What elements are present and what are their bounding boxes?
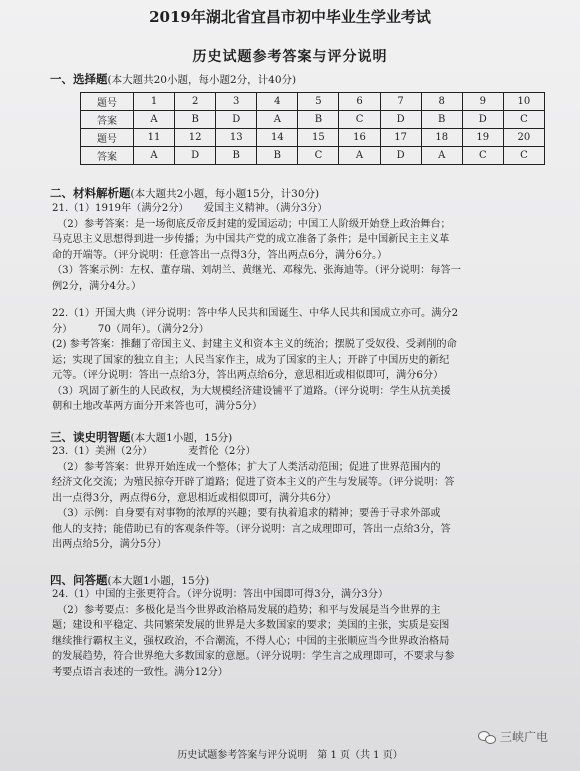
table-cell: C — [298, 147, 339, 165]
question-23-block — [52, 444, 557, 553]
table-cell: 15 — [298, 129, 339, 147]
row-header-cell: 答案 — [81, 111, 134, 129]
table-cell: 6 — [339, 93, 380, 111]
text-line: 例2分，满分4分。） — [52, 280, 142, 292]
text-line: （3）巩固了新生的人民政权，为大规模经济建设铺平了道路。（评分说明：学生从抗美援 — [52, 385, 451, 397]
question-24-block — [52, 587, 557, 680]
table-cell: 19 — [462, 129, 503, 147]
text-line: 元等。（评分说明：答出一点给3分，答出两点给6分，意思相近或相似即可，满分6分） — [52, 370, 444, 381]
table-cell: 1 — [134, 93, 175, 111]
row-header-cell: 题号 — [81, 93, 134, 111]
table-cell: 5 — [298, 93, 339, 111]
text-line: 朝和土地改革两方面分开来答也可，满分5分） — [52, 401, 263, 412]
question-21-block — [52, 201, 557, 294]
table-cell: D — [175, 147, 216, 165]
text-line: （2）参考答案：是一场彻底反帝反封建的爱国运动；中国工人阶级开始登上政治舞台； — [52, 218, 451, 230]
text-line: 23.（1）美洲（2分） 麦哲伦（2分） — [52, 446, 256, 457]
text-line: （2）参考答案：世界开始连成一个整体；扩大了人类活动范围；促进了世界范围内的 — [52, 461, 441, 473]
table-cell: 16 — [339, 129, 380, 147]
table-cell: D — [216, 111, 257, 129]
table-cell: B — [421, 111, 462, 129]
text-line: 经济文化交流；为殖民掠夺开辟了道路；促进了资本主义的产生与发展等。（评分说明：答 — [52, 477, 455, 488]
page-footer: 历史试题参考答案与评分说明 第 1 页（共 1 页） — [177, 750, 403, 761]
table-cell: 9 — [462, 93, 503, 111]
text-line: 24.（1）中国的主张更符合。（评分说明：答出中国即可得3分，满分3分） — [52, 589, 389, 600]
table-cell: B — [216, 147, 257, 165]
table-cell: 10 — [503, 93, 544, 111]
section-2-title: 二、材料解析题 — [50, 186, 131, 200]
text-line: （3）答案示例：左权、董存瑞、刘胡兰、黄继光、邓稼先、张海迪等。（评分说明：每答一 — [52, 265, 461, 276]
table-cell: 11 — [134, 129, 175, 147]
section-1-heading — [50, 71, 296, 87]
section-3-heading — [50, 429, 232, 445]
text-line: 22.（1）开国大典（评分说明：答中华人民共和国诞生、中华人民共和国成立亦可。满分2 — [52, 308, 459, 319]
table-cell: A — [339, 147, 380, 165]
table-cell: 13 — [216, 129, 257, 147]
table-cell: C — [462, 147, 503, 165]
text-line: 21.（1）1919年（满分2分） 爱国主义精神。（满分3分） — [52, 203, 328, 214]
multiple-choice-answer-table — [80, 92, 545, 165]
table-row — [81, 93, 545, 111]
table-cell: 17 — [380, 129, 421, 147]
section-2-note: (本大题共2小题，每小题15分，计30分) — [130, 188, 320, 200]
document-subtitle: 历史试题参考答案与评分说明 — [192, 49, 388, 65]
text-line: (2) 参考答案：推翻了帝国主义、封建主义和资本主义的统治；摆脱了受奴役、受剥削的命 — [52, 339, 457, 350]
table-cell: 20 — [503, 129, 544, 147]
text-line: 马克思主义思想得到进一步传播；为中国共产党的成立准备了条件；是中国新民主主义革 — [52, 234, 450, 245]
table-cell: 8 — [421, 93, 462, 111]
row-header-cell: 题号 — [81, 129, 134, 147]
text-line: （2）参考要点：多极化是当今世界政治格局发展的趋势；和平与发展是当今世界的主 — [52, 604, 441, 616]
section-4-title: 四、问答题 — [50, 573, 108, 587]
exam-title: 2019年湖北省宜昌市初中毕业生学业考试 — [149, 8, 431, 26]
table-cell: 12 — [175, 129, 216, 147]
question-22-block — [52, 306, 557, 415]
section-2-heading — [50, 185, 319, 201]
table-cell: 4 — [257, 93, 298, 111]
text-line: 命的开端等。（评分说明：任意答出一点得3分，答出两点6分，满分6分。） — [52, 249, 388, 261]
table-row — [81, 111, 545, 129]
watermark-text: 三峡广电 — [500, 730, 549, 744]
text-line: （3）示例：自身要有对事物的浓厚的兴趣；要有执着追求的精神；要善于寻求外部或 — [52, 508, 441, 519]
table-cell: C — [339, 111, 380, 129]
text-line: 题；建设和平稳定、共同繁荣发展的世界是大多数国家的要求；美国的主张，实质是妄图 — [52, 620, 450, 631]
row-header-cell: 答案 — [81, 147, 134, 165]
table-cell: C — [503, 147, 544, 165]
watermark — [478, 728, 548, 745]
text-line: 运；实现了国家的独立自主；人民当家作主，成为了国家的主人；开辟了中国历史的新纪 — [52, 354, 450, 366]
section-1-title: 一、选择题 — [50, 72, 108, 86]
table-cell: A — [257, 111, 298, 129]
table-cell: 14 — [257, 129, 298, 147]
table-cell: C — [503, 111, 544, 129]
wechat-icon — [478, 730, 496, 744]
text-line: 出一点得3分，两点得6分，意思相近或相似即可，满分共6分） — [52, 492, 337, 504]
table-cell: B — [298, 111, 339, 129]
table-cell: 7 — [380, 93, 421, 111]
table-cell: 2 — [175, 93, 216, 111]
section-4-heading — [50, 572, 209, 588]
text-line: 他人的支持；能借助已有的客观条件等。（评分说明：言之成理即可，答出一点给3分，答 — [52, 523, 451, 535]
section-3-title: 三、读史明智题 — [50, 430, 131, 444]
table-cell: D — [462, 111, 503, 129]
table-cell: 3 — [216, 93, 257, 111]
table-cell: A — [134, 111, 175, 129]
section-1-note: (本大题共20小题，每小题2分，计40分) — [107, 74, 297, 86]
table-cell: 18 — [421, 129, 462, 147]
table-cell: A — [134, 147, 175, 165]
section-4-note: (本大题1小题，15分) — [107, 575, 210, 587]
table-cell: B — [175, 111, 216, 129]
table-row — [81, 147, 545, 165]
text-line: 分） 70（周年）。（满分2分） — [52, 323, 209, 335]
text-line: 出两点给5分，满分5分） — [52, 539, 167, 550]
text-line: 继续推行霸权主义，强权政治，不合潮流，不得人心；中国的主张顺应当今世界政治格局 — [52, 635, 450, 647]
section-3-note: (本大题1小题，15分) — [130, 432, 233, 444]
table-cell: D — [380, 111, 421, 129]
table-cell: D — [380, 147, 421, 165]
table-row — [81, 129, 545, 147]
text-line: 考要点语言表述的一致性。满分12分） — [52, 666, 228, 678]
table-cell: A — [421, 147, 462, 165]
text-line: 的发展趋势，符合世界绝大多数国家的意愿。（评分说明：学生言之成理即可，不要求与参 — [52, 651, 455, 662]
table-cell: B — [257, 147, 298, 165]
